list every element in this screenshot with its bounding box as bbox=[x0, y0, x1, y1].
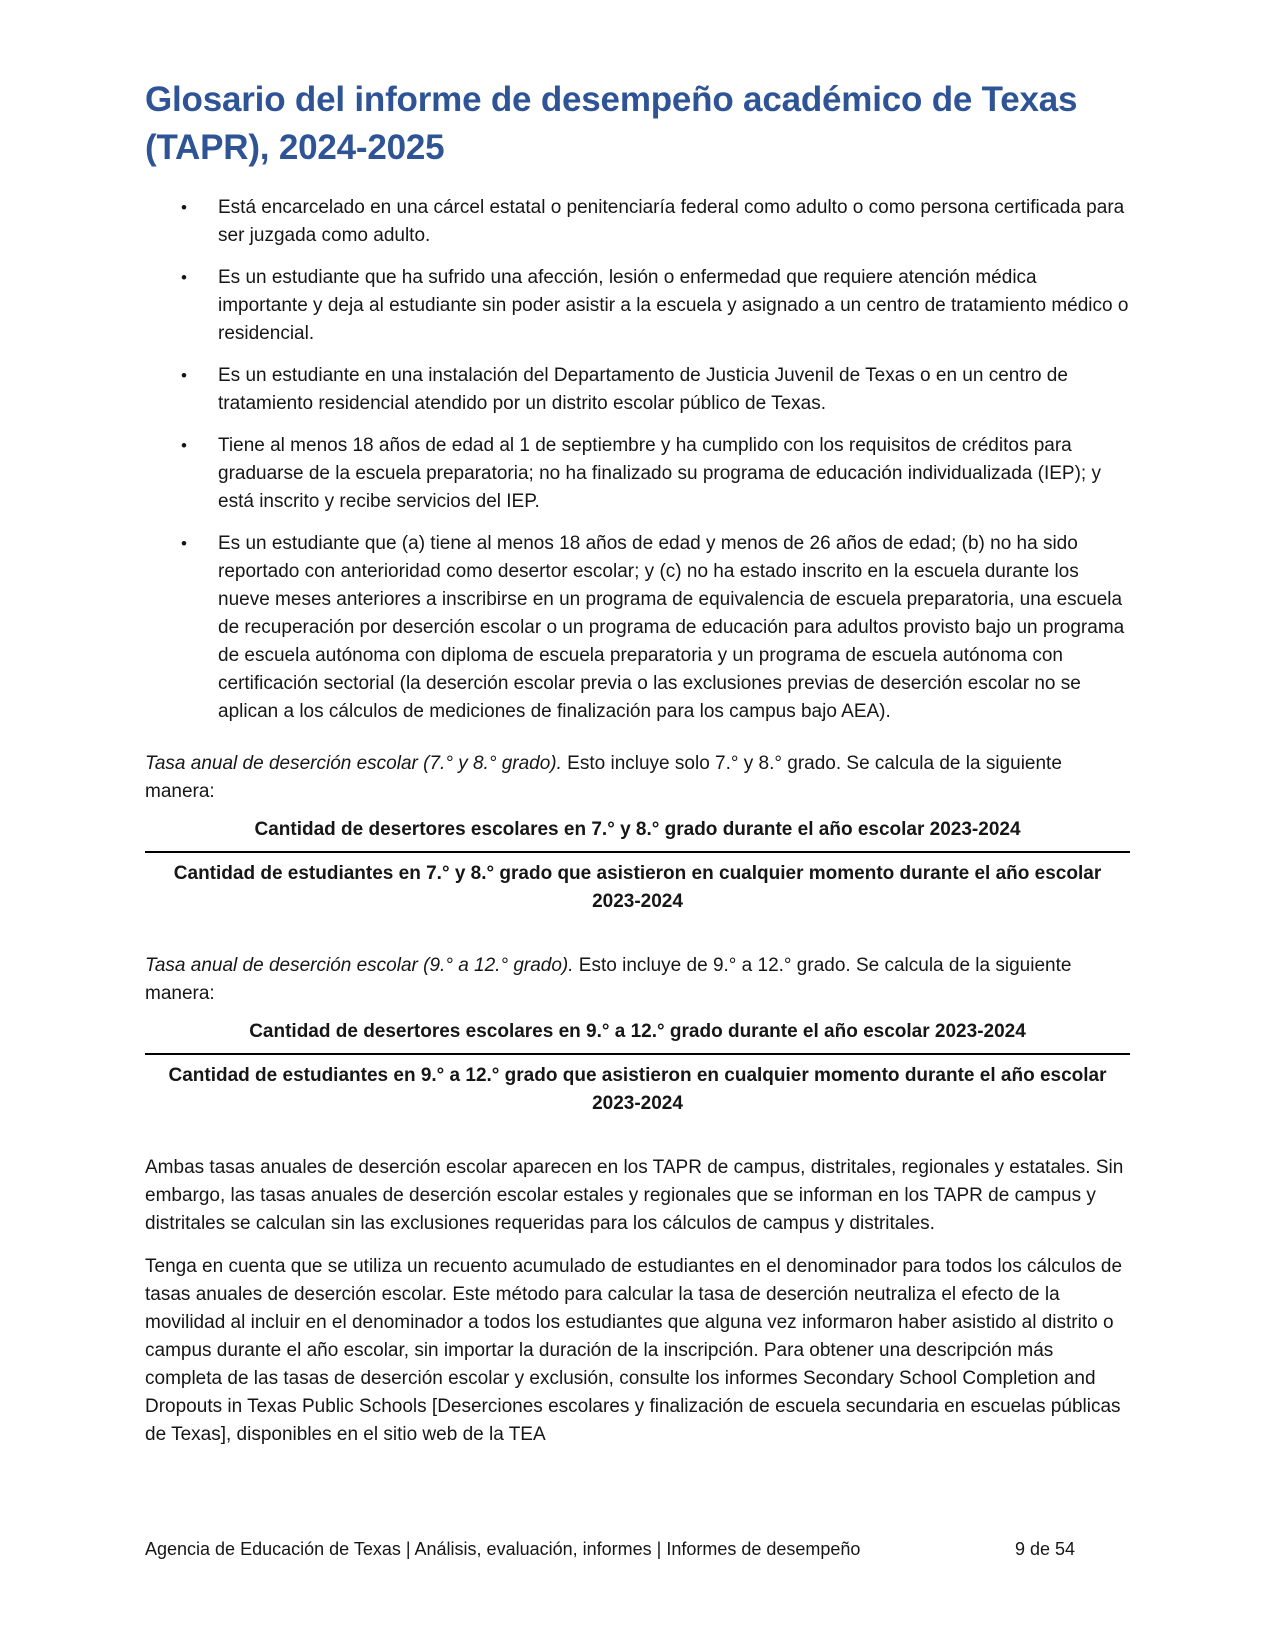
bullet-icon: • bbox=[181, 534, 187, 553]
rate-lead-grades-9-12 bbox=[145, 952, 1130, 1008]
formula-denominator: Cantidad de estudiantes en 7.° y 8.° grado que asistieron en cualquier momento durante el año escolar 2023-2024 bbox=[173, 863, 1102, 912]
formula-numerator: Cantidad de desertores escolares en 7.° y 8.° grado durante el año escolar 2023-2024 bbox=[254, 819, 1021, 840]
bullet-icon: • bbox=[181, 198, 187, 217]
footer-agency-text: Agencia de Educación de Texas | Análisis, evaluación, informes | Informes de desempeño bbox=[145, 1539, 861, 1559]
paragraph-cumulative-count: Tenga en cuenta que se utiliza un recuento acumulado de estudiantes en el denominador para todos los cálculos de tasas anuales de deserción escolar. Este método para calcular la tasa de deserción neutraliza el efecto de la movilidad al incluir en el denominador a todos los estudiantes que alguna vez informaron haber asistido al distrito o campus durante el año escolar, sin importar la duración de la inscripción. Para obtener una descripción más completa de las tasas de deserción escolar y exclusión, consulte los informes Secondary School Completion and Dropouts in Texas Public Schools [Deserciones escolares y finalización de escuela secundaria en escuelas públicas de Texas], disponibles en el sitio web de la TEA bbox=[145, 1256, 1123, 1445]
paragraph-both-rates: Ambas tasas anuales de deserción escolar aparecen en los TAPR de campus, distritales, regionales y estatales. Sin embargo, las tasas anuales de deserción escolar estales y regionales que se informan en los TAPR de campus y distritales se calculan sin las exclusiones requeridas para los cálculos de campus y distritales. bbox=[145, 1157, 1124, 1234]
page-footer bbox=[145, 1537, 1130, 1561]
page-title: Glosario del informe de desempeño académico de Texas (TAPR), 2024-2025 bbox=[145, 80, 1078, 167]
list-item-text: Tiene al menos 18 años de edad al 1 de septiembre y ha cumplido con los requisitos de créditos para graduarse de la escuela preparatoria; no ha finalizado su programa de educación individualizada (IEP); y está inscrito y recibe servicios del IEP. bbox=[218, 435, 1101, 512]
list-item bbox=[181, 264, 1130, 348]
rate-term-italic: Tasa anual de deserción escolar (7.° y 8.° grado). bbox=[145, 753, 562, 774]
dropout-rate-formula-grades-7-8 bbox=[145, 816, 1130, 916]
rate-term-description: Esto incluye de 9.° a 12.° grado. Se calcula de la siguiente manera: bbox=[145, 955, 1072, 1004]
formula-denominator: Cantidad de estudiantes en 9.° a 12.° grado que asistieron en cualquier momento durante el año escolar 2023-2024 bbox=[168, 1065, 1107, 1114]
list-item-text: Es un estudiante que (a) tiene al menos 18 años de edad y menos de 26 años de edad; (b) no ha sido reportado con anterioridad como desertor escolar; y (c) no ha estado inscrito en la escuela durante los nueve meses anteriores a inscribirse en un programa de equivalencia de escuela preparatoria, una escuela de recuperación por deserción escolar o un programa de educación para adultos provisto bajo un programa de escuela autónoma con diploma de escuela preparatoria y un programa de escuela autónoma con certificación sectorial (la deserción escolar previa o las exclusiones previas de deserción escolar no se aplican a los cálculos de mediciones de finalización para los campus bajo AEA). bbox=[218, 533, 1125, 722]
list-item bbox=[181, 432, 1130, 516]
bullet-icon: • bbox=[181, 436, 187, 455]
rate-term-italic: Tasa anual de deserción escolar (9.° a 12.° grado). bbox=[145, 955, 574, 976]
list-item bbox=[181, 194, 1130, 250]
bullet-icon: • bbox=[181, 268, 187, 287]
list-item-text: Está encarcelado en una cárcel estatal o penitenciaría federal como adulto o como persona certificada para ser juzgada como adulto. bbox=[218, 197, 1125, 246]
rate-lead-grades-7-8 bbox=[145, 750, 1130, 806]
list-item-text: Es un estudiante que ha sufrido una afección, lesión o enfermedad que requiere atención médica importante y deja al estudiante sin poder asistir a la escuela y asignado a un centro de tratamiento médico o residencial. bbox=[218, 267, 1129, 344]
formula-numerator: Cantidad de desertores escolares en 9.° a 12.° grado durante el año escolar 2023-2024 bbox=[249, 1021, 1026, 1042]
bullet-list bbox=[145, 194, 1130, 726]
dropout-rate-formula-grades-9-12 bbox=[145, 1018, 1130, 1118]
rate-term-description: Esto incluye solo 7.° y 8.° grado. Se calcula de la siguiente manera: bbox=[145, 753, 1062, 802]
list-item bbox=[181, 530, 1130, 726]
footer-page-number: 9 de 54 bbox=[1014, 1539, 1075, 1559]
bullet-icon: • bbox=[181, 366, 187, 385]
list-item-text: Es un estudiante en una instalación del Departamento de Justicia Juvenil de Texas o en un centro de tratamiento residencial atendido por un distrito escolar público de Texas. bbox=[218, 365, 1068, 414]
list-item bbox=[181, 362, 1130, 418]
